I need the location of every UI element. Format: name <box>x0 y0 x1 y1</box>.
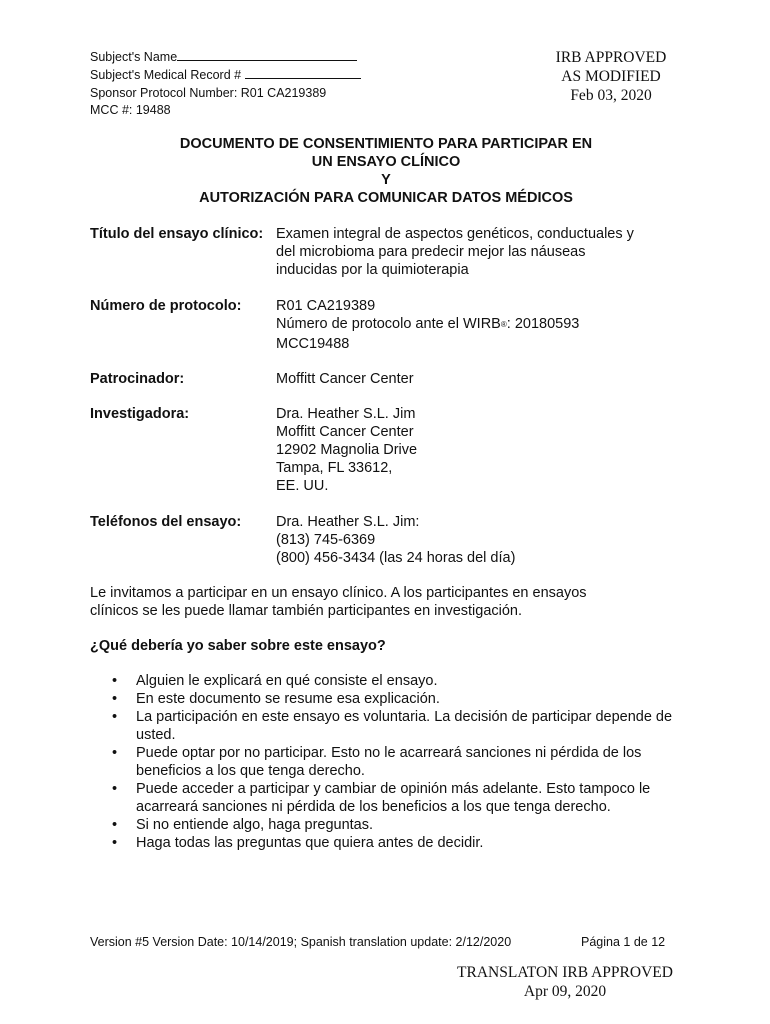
document-title <box>90 135 682 207</box>
section-heading: ¿Qué debería yo saber sobre este ensayo? <box>90 638 386 654</box>
bullet-icon: • <box>112 673 118 689</box>
bullet-text: Puede acceder a participar y cambiar de opinión más adelante. Esto tampoco le acarreará sanciones ni pérdida de los beneficios a los que tenga derecho. <box>136 781 651 815</box>
investigator-line: EE. UU. <box>276 478 329 494</box>
investigator-label: Investigadora: <box>90 406 190 422</box>
bullet-text: Si no entiende algo, haga preguntas. <box>136 817 374 833</box>
medical-record-label: Subject's Medical Record # <box>90 68 242 82</box>
protocol-label: Número de protocolo: <box>90 298 242 314</box>
subject-name-label: Subject's Name <box>90 50 178 64</box>
intro-paragraph: Le invitamos a participar en un ensayo clínico. A los participantes en ensayos clínicos se les puede llamar también participantes en investigación. <box>90 585 587 619</box>
list-item <box>90 816 690 834</box>
wirb-number: : 20180593 <box>506 316 580 332</box>
bullet-icon: • <box>112 745 118 761</box>
title-line3: Y <box>381 172 391 188</box>
bullet-icon: • <box>112 709 118 725</box>
bullet-icon: • <box>112 817 118 833</box>
bullet-text: Puede optar por no participar. Esto no le acarreará sanciones ni pérdida de los beneficios a los que tenga derecho. <box>136 745 642 779</box>
bullet-icon: • <box>112 835 118 851</box>
list-item <box>90 690 690 708</box>
phones-value <box>276 513 515 567</box>
study-title-line: del microbioma para predecir mejor las náuseas <box>276 244 586 260</box>
study-title-line: Examen integral de aspectos genéticos, conductuales y <box>276 226 634 242</box>
bullet-icon: • <box>112 781 118 797</box>
title-line1: DOCUMENTO DE CONSENTIMIENTO PARA PARTICIPAR EN <box>179 136 593 152</box>
study-title-value <box>276 225 634 279</box>
translation-stamp-line1: TRANSLATON IRB APPROVED <box>457 964 673 981</box>
title-line2: UN ENSAYO CLÍNICO <box>311 154 461 170</box>
wirb-label: Número de protocolo ante el WIRB <box>276 316 501 332</box>
irb-stamp-line2: AS MODIFIED <box>561 68 661 85</box>
wirb-protocol-number <box>276 315 579 335</box>
title-line4: AUTORIZACIÓN PARA COMUNICAR DATOS MÉDICOS <box>199 190 573 206</box>
phones-label: Teléfonos del ensayo: <box>90 514 242 530</box>
study-title-label: Título del ensayo clínico: <box>90 226 264 242</box>
study-title-line: inducidas por la quimioterapia <box>276 262 469 278</box>
medical-record-line <box>90 66 361 84</box>
sponsor-label: Patrocinador: <box>90 371 185 387</box>
investigator-line: 12902 Magnolia Drive <box>276 442 418 458</box>
footer-version: Version #5 Version Date: 10/14/2019; Spanish translation update: 2/12/2020 <box>90 935 512 949</box>
protocol-number: R01 CA219389 <box>276 298 376 314</box>
protocol-value <box>276 297 579 353</box>
list-item <box>90 780 690 816</box>
list-item <box>90 744 690 780</box>
investigator-line: Moffitt Cancer Center <box>276 424 414 440</box>
phones-line: (813) 745-6369 <box>276 532 376 548</box>
registered-mark: ® <box>500 320 507 329</box>
bullet-text: Haga todas las preguntas que quiera antes de decidir. <box>136 835 484 851</box>
translation-irb-stamp <box>440 963 690 1001</box>
list-item <box>90 672 690 690</box>
list-item <box>90 834 690 852</box>
footer-page-number: Página 1 de 12 <box>581 935 666 949</box>
phones-line: (800) 456-3434 (las 24 horas del día) <box>276 550 516 566</box>
sponsor-value: Moffitt Cancer Center <box>276 371 414 387</box>
irb-stamp-line1: IRB APPROVED <box>555 49 667 66</box>
phones-line: Dra. Heather S.L. Jim: <box>276 514 420 530</box>
investigator-line: Tampa, FL 33612, <box>276 460 393 476</box>
mcc-number: MCC #: 19488 <box>90 103 171 117</box>
bullet-text: Alguien le explicará en qué consiste el ensayo. <box>136 673 438 689</box>
medical-record-blank <box>245 67 361 79</box>
investigator-value <box>276 405 417 495</box>
bullet-text: En este documento se resume esa explicación. <box>136 691 440 707</box>
subject-name-line <box>90 48 357 66</box>
irb-approved-stamp <box>536 48 686 105</box>
bullet-list <box>90 672 690 852</box>
sponsor-protocol-number: Sponsor Protocol Number: R01 CA219389 <box>90 86 327 100</box>
mcc-protocol: MCC19488 <box>276 336 350 352</box>
subject-name-blank <box>177 49 357 61</box>
investigator-line: Dra. Heather S.L. Jim <box>276 406 416 422</box>
irb-stamp-date: Feb 03, 2020 <box>570 87 652 104</box>
list-item <box>90 708 690 744</box>
bullet-text: La participación en este ensayo es voluntaria. La decisión de participar depende de usted. <box>136 709 673 743</box>
translation-stamp-date: Apr 09, 2020 <box>523 983 607 1000</box>
bullet-icon: • <box>112 691 118 707</box>
